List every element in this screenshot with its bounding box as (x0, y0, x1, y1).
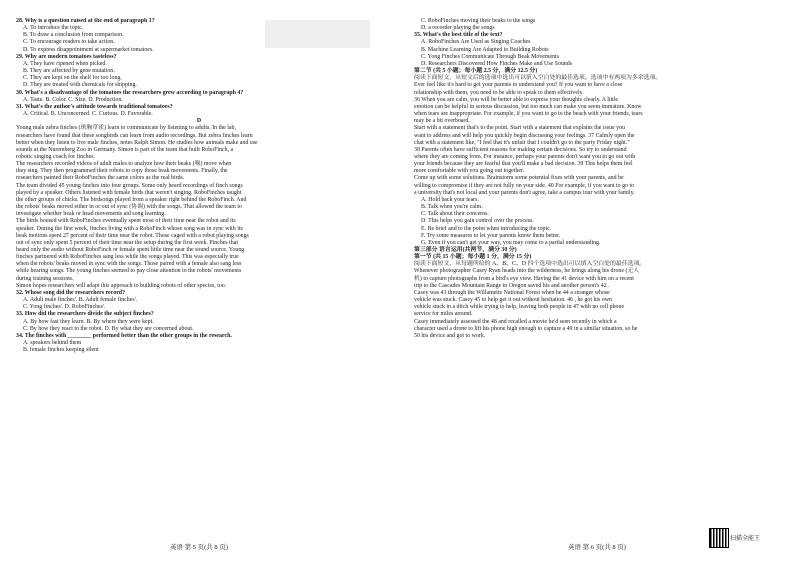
text-line: 第三部分 语言运用(共两节，满分 30 分) (414, 247, 517, 253)
text-line: out of sync only spent 5 percent of their time near the setup during the first week. Finches that (16, 239, 238, 246)
text-line: heard only the audio without RoboFinch or female spent little time near the sound source. Young (16, 247, 245, 253)
right-page (414, 18, 780, 548)
text-line: a university that's not local and your parents don't agree, take a campus tour with your family. (414, 189, 635, 196)
text-line: character used a drone to lift his phone high enough to capture a 49 in a similar situation, so he (414, 325, 638, 332)
text-line: Casey was 43 through the Willamette National Forest when he 44 a stranger whose (414, 289, 610, 296)
text-line: 50 his device and got to work. (414, 332, 486, 339)
text-line: C. Talk about their concerns. (421, 211, 489, 218)
text-line: A. RoboFinches Are Used as Singing Coaches (421, 39, 531, 46)
text-line: 32. Whose song did the researchers record? (16, 289, 126, 296)
text-line: D. a recorder playing the songs (421, 25, 495, 32)
text-line: A. Critical. B. Unconcerned. C. Curious. D. Favorable. (23, 111, 153, 118)
text-line: Casey immediately assessed the 48 and recalled a movie he'd seen recently in which a (414, 318, 617, 325)
text-line: 阅读下面短文，从短文后的选项中选出可以填入空白处的最佳选项。选项中有两项为多余选项。 (414, 75, 662, 82)
text-line: more comfortable with you going out together. (414, 168, 525, 175)
text-line: D. They are treated with chemicals for shipping. (23, 82, 137, 89)
text-line: A. speakers behind them (23, 340, 82, 347)
text-line: willing to compromise if they are not fully on your side. 40 For example, if you want to go to (414, 182, 635, 189)
text-line: 29. Why are modern tomatoes tasteless? (16, 53, 117, 60)
text-line: Start with a statement that's to the point. Start with a statement that explains the issue you (414, 125, 625, 132)
text-line: A. To introduce the topic. (23, 25, 84, 32)
text-line: trip to the Cascades Mountain Range in Oregon saved his and another person's 42 . (414, 282, 610, 289)
text-line: D. This helps you gain control over the process. (421, 218, 534, 225)
text-line: 34. The finches with ________ performed better than the other groups in the research. (16, 332, 232, 339)
text-line: 33. How did the researchers divide the subject finches? (16, 311, 154, 318)
text-line: A. Hold back your tears. (421, 196, 479, 203)
qr-code-icon (709, 528, 729, 548)
text-line: researchers painted their RoboFinches the same colors as the real birds. (16, 175, 185, 182)
text-line: where they are coming from. For instance, perhaps your parents don't want you to go out with (414, 153, 636, 160)
text-line: C. By how they react to the robot. D. By what they are concerned about. (23, 325, 194, 332)
text-line: when the robots' beaks moved in sync with the songs. Those paired with a female also sang less (16, 261, 242, 268)
text-line: D. Researchers Discovered How Finches Make and Use Sounds (421, 60, 572, 67)
text-line: B. To draw a conclusion from comparison. (23, 32, 124, 39)
text-line: speaker. During the first week, finches living with a RoboFinch whose song was in sync with its (16, 225, 243, 232)
text-line: 第一节 (共 15 小题；每小题 1 分，满分 15 分) (414, 254, 532, 261)
text-line: D (196, 118, 202, 125)
scanner-watermark: 扫描全能王 (730, 535, 761, 542)
text-line: Ever feel like it's hard to get your parents to understand you? If you want to have a close (414, 82, 623, 89)
text-line: vehicle stuck in a ditch while trying to help, leaving both people in 47 with no cell phone (414, 304, 625, 311)
text-line: 30. What's a disadvantage of the tomatoes the researchers grew according to paragraph 4? (16, 89, 244, 96)
text-line: Young male zebra finches (斑胸草雀) learn to communicate by listening to adults. In the lab, (16, 125, 236, 132)
text-line: researchers have found that these songbirds can learn from audio recordings. But zebra finches learn (16, 132, 253, 139)
text-line: 36 When you are calm, you will be better able to express your thoughts clearly. A little (414, 96, 618, 103)
left-page-footer: 英语 第 5 页(共 8 页) (170, 544, 228, 551)
text-line: Simon hopes researchers will adapt this approach to building robots of other species, too. (16, 282, 227, 289)
text-line: better when they listen to live male finches, notes Ralph Simon. He studies how animals make and use (16, 139, 258, 146)
text-line: chat with a statement like, "I feel that it's unfair that I couldn't go to the party Friday night." (414, 139, 630, 146)
text-line: your friends because they are fearful that you'll make a bad decision. 39 This helps them feel (414, 161, 633, 168)
text-line: Come up with some solutions. Brainstorm some potential fixes with your parents, and be (414, 175, 624, 182)
text-line: while hearing songs. The young finches seemed to pay close attention to the robots' movements (16, 268, 242, 275)
text-line: 机) to capture photographs from a bird's eye view. Having the 41 device with him on a recent (414, 275, 634, 282)
text-line: The birds housed with RoboFinches eventually spent most of their time near the robot and its (16, 218, 236, 225)
text-line: 第二节 (共 5 小题；每小题 2.5 分，满分 12.5 分) (414, 68, 538, 75)
text-line: investigate whether beak or head movements aid song learning. (16, 211, 166, 218)
text-line: the other groups of chicks. The birdsongs played from a speaker right behind the RoboFinch. And (16, 196, 247, 203)
text-line: The team divided 45 young finches into four groups. Some only heard recordings of finch songs (16, 182, 243, 189)
text-line: D. To express disappointment at supermarket tomatoes. (23, 46, 154, 53)
right-page-footer: 英语 第 6 页(共 8 页) (568, 544, 626, 551)
text-line: finches partnered with RoboFinches sang less while the songs played. This was especially true (16, 254, 239, 261)
text-line: beak motions spent 27 percent of their time near the robot. Those caged with a robot playing songs (16, 232, 249, 239)
left-page (16, 18, 382, 548)
text-line: E. Be brief and to the point when introducing the topic. (421, 225, 552, 232)
text-line: Whenever photographer Casey Ryan heads into the wilderness, he brings along his drone (无人 (414, 268, 640, 275)
text-line: B. Talk when you're calm. (421, 204, 483, 211)
text-line: A. By how fast they learn. B. By where they were kept. (23, 318, 154, 325)
text-line: The researchers recorded videos of adult males to analyze how their beaks (喙) move when (16, 161, 232, 168)
text-line: vehicle was stuck. Casey 45 to help get it out without hesitation. 46 , he got his own (414, 297, 612, 304)
text-line: 28. Why is a question raised at the end of paragraph 1? (16, 18, 155, 24)
text-line: may be a bit overboard. (414, 118, 470, 125)
text-line: sounds at the Nuremberg Zoo in Germany. Simon is part of the team that built RoboFinch, a (16, 146, 234, 153)
text-line: during training sessions. (16, 275, 74, 282)
text-line: the robots' beaks moved either in or out of sync (协调) with the songs. That allowed the team to (16, 204, 242, 211)
text-line: robotic singing coach for finches. (16, 153, 96, 160)
text-line: want to address and will help you quickly begin discussing your feelings. 37 Calmly open the (414, 132, 635, 139)
text-line: C. Yong finches'. D. RoboFinches'. (23, 304, 106, 311)
text-line: 35. What's the best title of the text? (414, 32, 503, 39)
text-line: service for miles around. (414, 311, 473, 318)
text-line: B. Machine Learning Are Adapted to Building Robots (421, 46, 549, 53)
text-line: relationship with them, you need to be able to speak to them effectively. (414, 89, 584, 96)
text-line: C. RoboFinches moving their beaks to the songs (421, 18, 536, 24)
text-line: they sing. They then programmed their robots to copy those beak movements. Finally, the (16, 168, 228, 175)
text-line: emotion can be helpful in serious discussion, but too much can make you seem immature. Know (414, 103, 642, 110)
text-line: 31. What's the author's attitude towards traditional tomatoes? (16, 103, 173, 110)
text-line: when tears are inappropriate. For example, if you want to go to the beach with your friends, tears (414, 111, 643, 118)
text-line: A. Adult male finches'. B. Adult female finches'. (23, 297, 138, 304)
text-line: 阅读下面短文，从每题所给的 A、B、C、D 四个选项中选出可以填入空白处的最佳选项。 (414, 261, 646, 268)
text-line: C. To encourage readers to take action. (23, 39, 115, 46)
text-line: C. They are kept on the shelf for too long. (23, 75, 122, 82)
text-line: A. Taste. B. Color. C. Size. D. Production. (23, 96, 123, 103)
text-line: C. Yong Finches Communicate Through Beak Movements (421, 53, 559, 60)
text-line: A. They have ripened when picked. (23, 60, 107, 67)
text-line: 38 Parents often have sufficient reasons for making certain decisions. So try to understand (414, 146, 627, 153)
text-line: G. Even if you can't get your way, you may come to a partial understanding. (421, 239, 601, 246)
text-line: played by a speaker. Others listened with female birds that weren't singing. RoboFinches taught (16, 189, 242, 196)
text-line: B. They are affected by gene mutation. (23, 68, 115, 75)
text-line: B. female finches keeping silent (23, 347, 99, 354)
text-line: F. Try some measures to let your parents know them better. (421, 232, 561, 239)
